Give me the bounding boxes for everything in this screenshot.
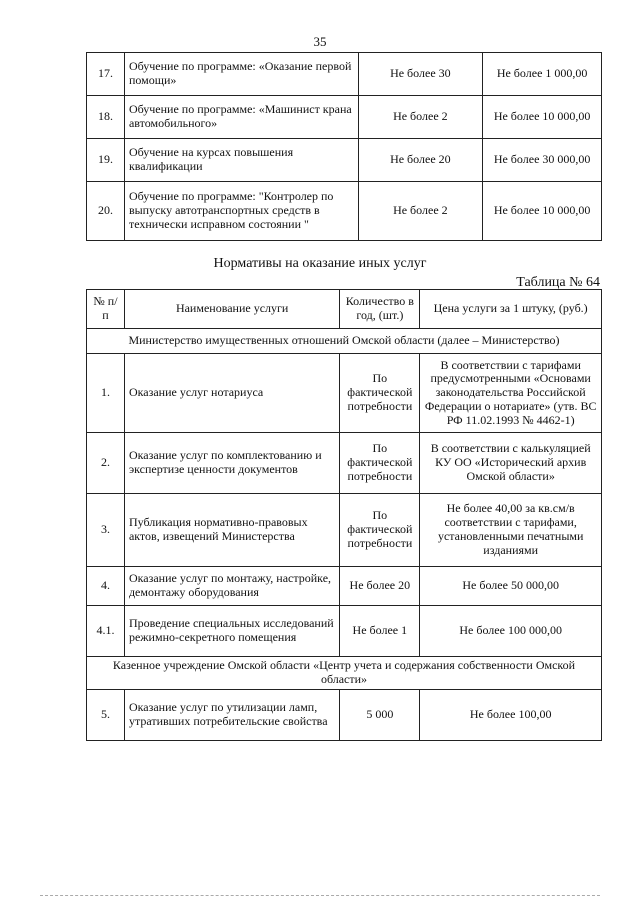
table-row: [87, 96, 602, 139]
price: В соответствии с калькуляцией КУ ОО «Исторический архив Омской области»: [420, 433, 602, 494]
table-row: [87, 567, 602, 606]
service-name: Публикация нормативно-правовых актов, извещений Министерства: [124, 494, 339, 567]
table-row: [87, 433, 602, 494]
group-row: [87, 657, 602, 690]
service-name: Оказание услуг по комплектованию и экспертизе ценности документов: [124, 433, 339, 494]
service-name: Обучение по программе: "Контролер по выпуску автотранспортных средств в технически исправном состоянии ": [124, 182, 358, 241]
price: Не более 10 000,00: [483, 96, 602, 139]
row-number: 20.: [87, 182, 125, 241]
row-number: 18.: [87, 96, 125, 139]
service-name: Обучение по программе: «Оказание первой помощи»: [124, 53, 358, 96]
section-title: Нормативы на оказание иных услуг: [213, 256, 427, 271]
row-number: 4.1.: [87, 606, 125, 657]
quantity: 5 000: [340, 689, 420, 740]
row-number: 1.: [87, 354, 125, 433]
header-num: № п/п: [87, 290, 125, 329]
page-number: 35: [313, 34, 327, 49]
header-price: Цена услуги за 1 штуку, (руб.): [420, 290, 602, 329]
service-name: Оказание услуг по утилизации ламп, утративших потребительские свойства: [124, 689, 339, 740]
header-name: Наименование услуги: [124, 290, 339, 329]
price: В соответствии с тарифами предусмотренными «Основами законодательства Российской Федерации о нотариате» (утв. ВС РФ 11.02.1993 № 4462-1): [420, 354, 602, 433]
row-number: 3.: [87, 494, 125, 567]
quantity: Не более 2: [358, 96, 483, 139]
service-name: Обучение на курсах повышения квалификации: [124, 139, 358, 182]
price: Не более 30 000,00: [483, 139, 602, 182]
quantity: По фактической потребности: [340, 433, 420, 494]
price: Не более 50 000,00: [420, 567, 602, 606]
price: Не более 1 000,00: [483, 53, 602, 96]
quantity: По фактической потребности: [340, 494, 420, 567]
quantity: Не более 20: [358, 139, 483, 182]
table-row: [87, 354, 602, 433]
quantity: Не более 30: [358, 53, 483, 96]
table-row: [87, 494, 602, 567]
group-title: Министерство имущественных отношений Омской области (далее – Министерство): [87, 329, 602, 354]
footer-divider: [40, 895, 600, 896]
price: Не более 100,00: [420, 689, 602, 740]
table-row: [87, 53, 602, 96]
table-row: [87, 689, 602, 740]
table-row: [87, 182, 602, 241]
quantity: Не более 1: [340, 606, 420, 657]
header-qty: Количество в год, (шт.): [340, 290, 420, 329]
services-table: [86, 289, 602, 741]
row-number: 2.: [87, 433, 125, 494]
price: Не более 40,00 за кв.см/в соответствии с тарифами, установленными печатными изданиями: [420, 494, 602, 567]
header-row: [87, 290, 602, 329]
price: Не более 100 000,00: [420, 606, 602, 657]
service-name: Проведение специальных исследований режимно-секретного помещения: [124, 606, 339, 657]
table-row: [87, 606, 602, 657]
row-number: 19.: [87, 139, 125, 182]
quantity: По фактической потребности: [340, 354, 420, 433]
table-row: [87, 139, 602, 182]
service-name: Оказание услуг нотариуса: [124, 354, 339, 433]
row-number: 4.: [87, 567, 125, 606]
table-label: Таблица № 64: [516, 275, 600, 290]
group-title: Казенное учреждение Омской области «Центр учета и содержания собственности Омской области»: [87, 657, 602, 690]
service-name: Оказание услуг по монтажу, настройке, демонтажу оборудования: [124, 567, 339, 606]
service-name: Обучение по программе: «Машинист крана автомобильного»: [124, 96, 358, 139]
quantity: Не более 2: [358, 182, 483, 241]
price: Не более 10 000,00: [483, 182, 602, 241]
training-table: [86, 52, 602, 241]
row-number: 17.: [87, 53, 125, 96]
row-number: 5.: [87, 689, 125, 740]
group-row: [87, 329, 602, 354]
quantity: Не более 20: [340, 567, 420, 606]
